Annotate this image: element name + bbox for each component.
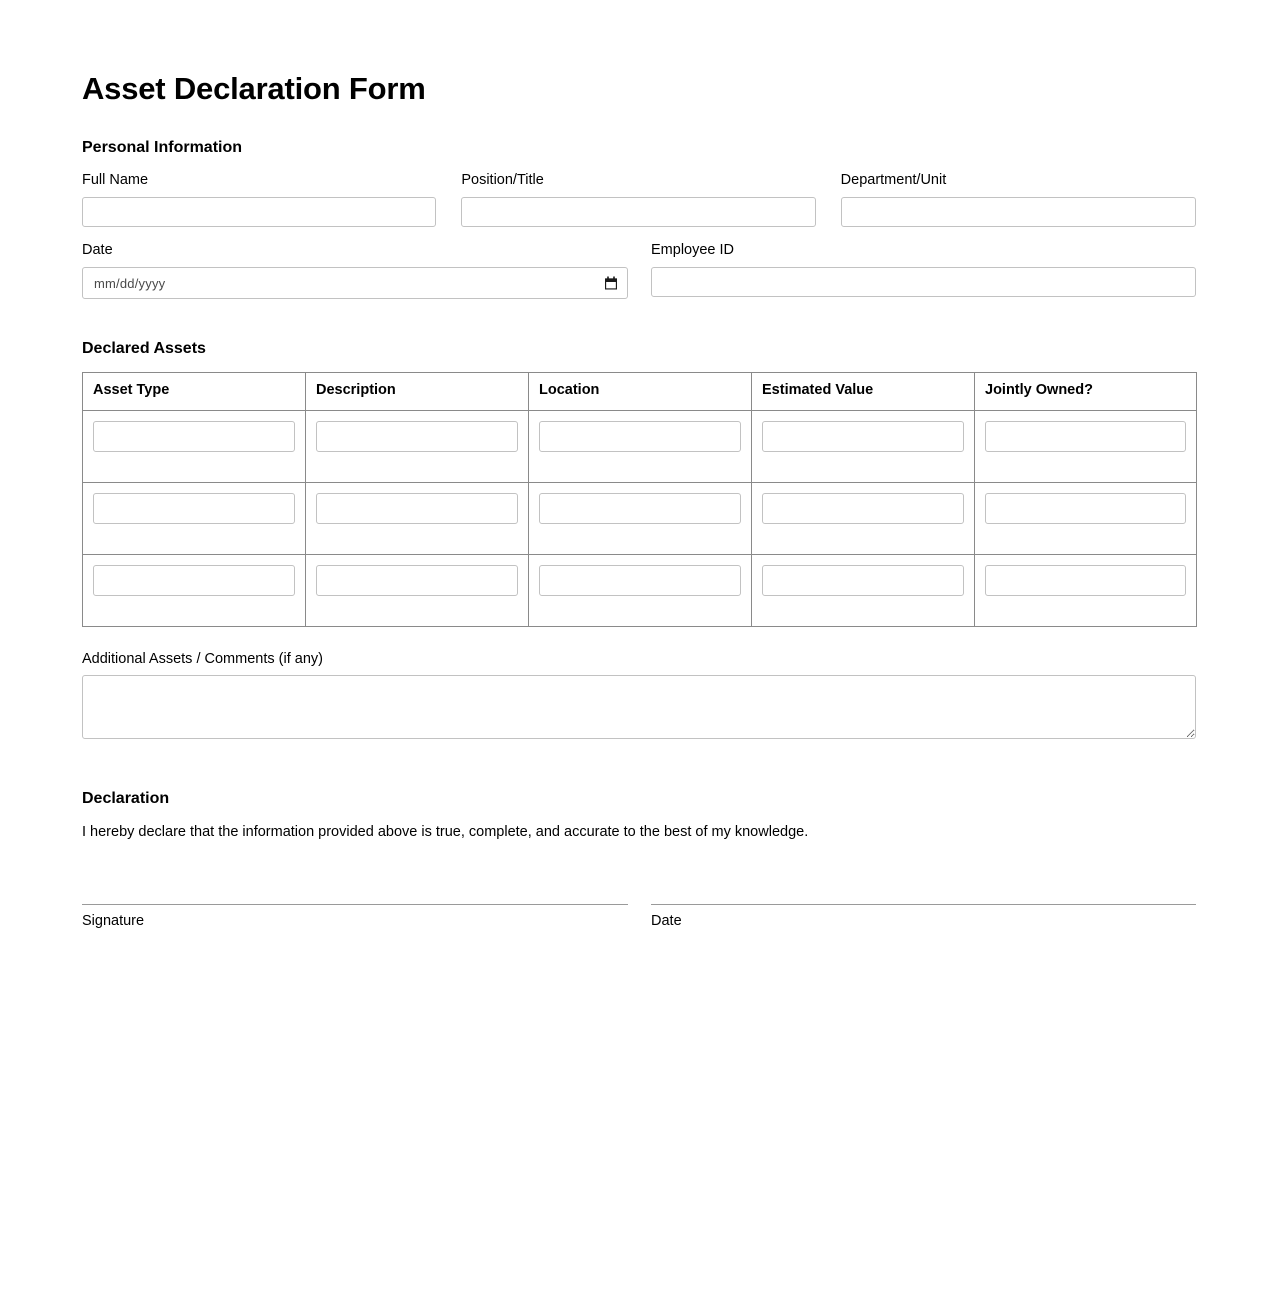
section-heading-personal-information: Personal Information xyxy=(82,139,243,157)
table-cell-estimated-value xyxy=(752,410,975,482)
field-group-department-unit xyxy=(841,171,1196,227)
date-placeholder-text: mm/dd/yyyy xyxy=(94,275,166,291)
signature-date-label: Date xyxy=(651,913,682,930)
field-group-date xyxy=(82,241,628,299)
field-group-position-title xyxy=(461,171,815,227)
column-header-asset-type: Asset Type xyxy=(83,373,306,410)
asset-type-input-row-2[interactable] xyxy=(93,493,295,524)
declared-assets-section xyxy=(82,339,1196,739)
label-position-title: Position/Title xyxy=(461,172,544,189)
label-additional-comments: Additional Assets / Comments (if any) xyxy=(82,650,323,667)
table-cell-estimated-value xyxy=(752,554,975,626)
estimated-value-input-row-1[interactable] xyxy=(762,421,964,452)
description-input-row-3[interactable] xyxy=(316,565,518,596)
table-cell-asset-type xyxy=(83,554,306,626)
signature-date-block xyxy=(651,904,1196,931)
signature-block xyxy=(82,904,628,931)
table-cell-estimated-value xyxy=(752,482,975,554)
column-header-description: Description xyxy=(306,373,529,410)
table-body xyxy=(83,410,1197,626)
full-name-input[interactable] xyxy=(82,197,436,227)
label-full-name: Full Name xyxy=(82,172,149,189)
additional-comments-textarea[interactable] xyxy=(82,675,1196,739)
table-row xyxy=(83,482,1197,554)
estimated-value-input-row-2[interactable] xyxy=(762,493,964,524)
column-header-location: Location xyxy=(529,373,752,410)
description-input-row-2[interactable] xyxy=(316,493,518,524)
table-cell-jointly-owned xyxy=(975,554,1197,626)
declaration-statement: I hereby declare that the information provided above is true, complete, and accurate to the best of my knowledge. xyxy=(82,823,809,840)
label-department-unit: Department/Unit xyxy=(840,172,947,189)
declaration-section xyxy=(82,789,1196,842)
signature-label: Signature xyxy=(82,913,145,930)
section-heading-declaration: Declaration xyxy=(82,790,170,808)
jointly-owned-input-row-3[interactable] xyxy=(985,565,1186,596)
asset-type-input-row-1[interactable] xyxy=(93,421,295,452)
personal-info-row-2 xyxy=(82,241,1196,299)
label-date: Date xyxy=(82,242,113,259)
label-employee-id: Employee ID xyxy=(651,242,735,259)
declared-assets-table xyxy=(82,372,1197,626)
jointly-owned-input-row-1[interactable] xyxy=(985,421,1186,452)
table-cell-jointly-owned xyxy=(975,410,1197,482)
table-cell-asset-type xyxy=(83,482,306,554)
jointly-owned-input-row-2[interactable] xyxy=(985,493,1186,524)
employee-id-input[interactable] xyxy=(651,267,1196,297)
personal-information-section xyxy=(82,138,1196,299)
signature-date-line xyxy=(651,904,1196,905)
table-cell-description xyxy=(306,410,529,482)
table-cell-asset-type xyxy=(83,410,306,482)
description-input-row-1[interactable] xyxy=(316,421,518,452)
table-row xyxy=(83,410,1197,482)
table-cell-description xyxy=(306,554,529,626)
location-input-row-1[interactable] xyxy=(539,421,741,452)
column-header-estimated-value: Estimated Value xyxy=(752,373,975,410)
comments-block xyxy=(82,650,1196,740)
table-header-row xyxy=(83,373,1197,410)
table-row xyxy=(83,554,1197,626)
signature-row xyxy=(82,904,1196,931)
column-header-jointly-owned: Jointly Owned? xyxy=(975,373,1197,410)
personal-info-row-1 xyxy=(82,171,1196,227)
position-title-input[interactable] xyxy=(461,197,815,227)
field-group-employee-id xyxy=(651,241,1196,297)
asset-type-input-row-3[interactable] xyxy=(93,565,295,596)
page-title: Asset Declaration Form xyxy=(82,71,426,106)
table-cell-location xyxy=(529,554,752,626)
table-header xyxy=(83,373,1197,410)
table-cell-location xyxy=(529,482,752,554)
date-input[interactable] xyxy=(82,267,628,299)
estimated-value-input-row-3[interactable] xyxy=(762,565,964,596)
field-group-full-name xyxy=(82,171,436,227)
department-unit-input[interactable] xyxy=(841,197,1196,227)
table-cell-description xyxy=(306,482,529,554)
section-heading-declared-assets: Declared Assets xyxy=(82,339,206,357)
table-cell-jointly-owned xyxy=(975,482,1197,554)
location-input-row-2[interactable] xyxy=(539,493,741,524)
location-input-row-3[interactable] xyxy=(539,565,741,596)
signature-line xyxy=(82,904,628,905)
date-input-wrapper xyxy=(82,267,628,299)
table-cell-location xyxy=(529,410,752,482)
